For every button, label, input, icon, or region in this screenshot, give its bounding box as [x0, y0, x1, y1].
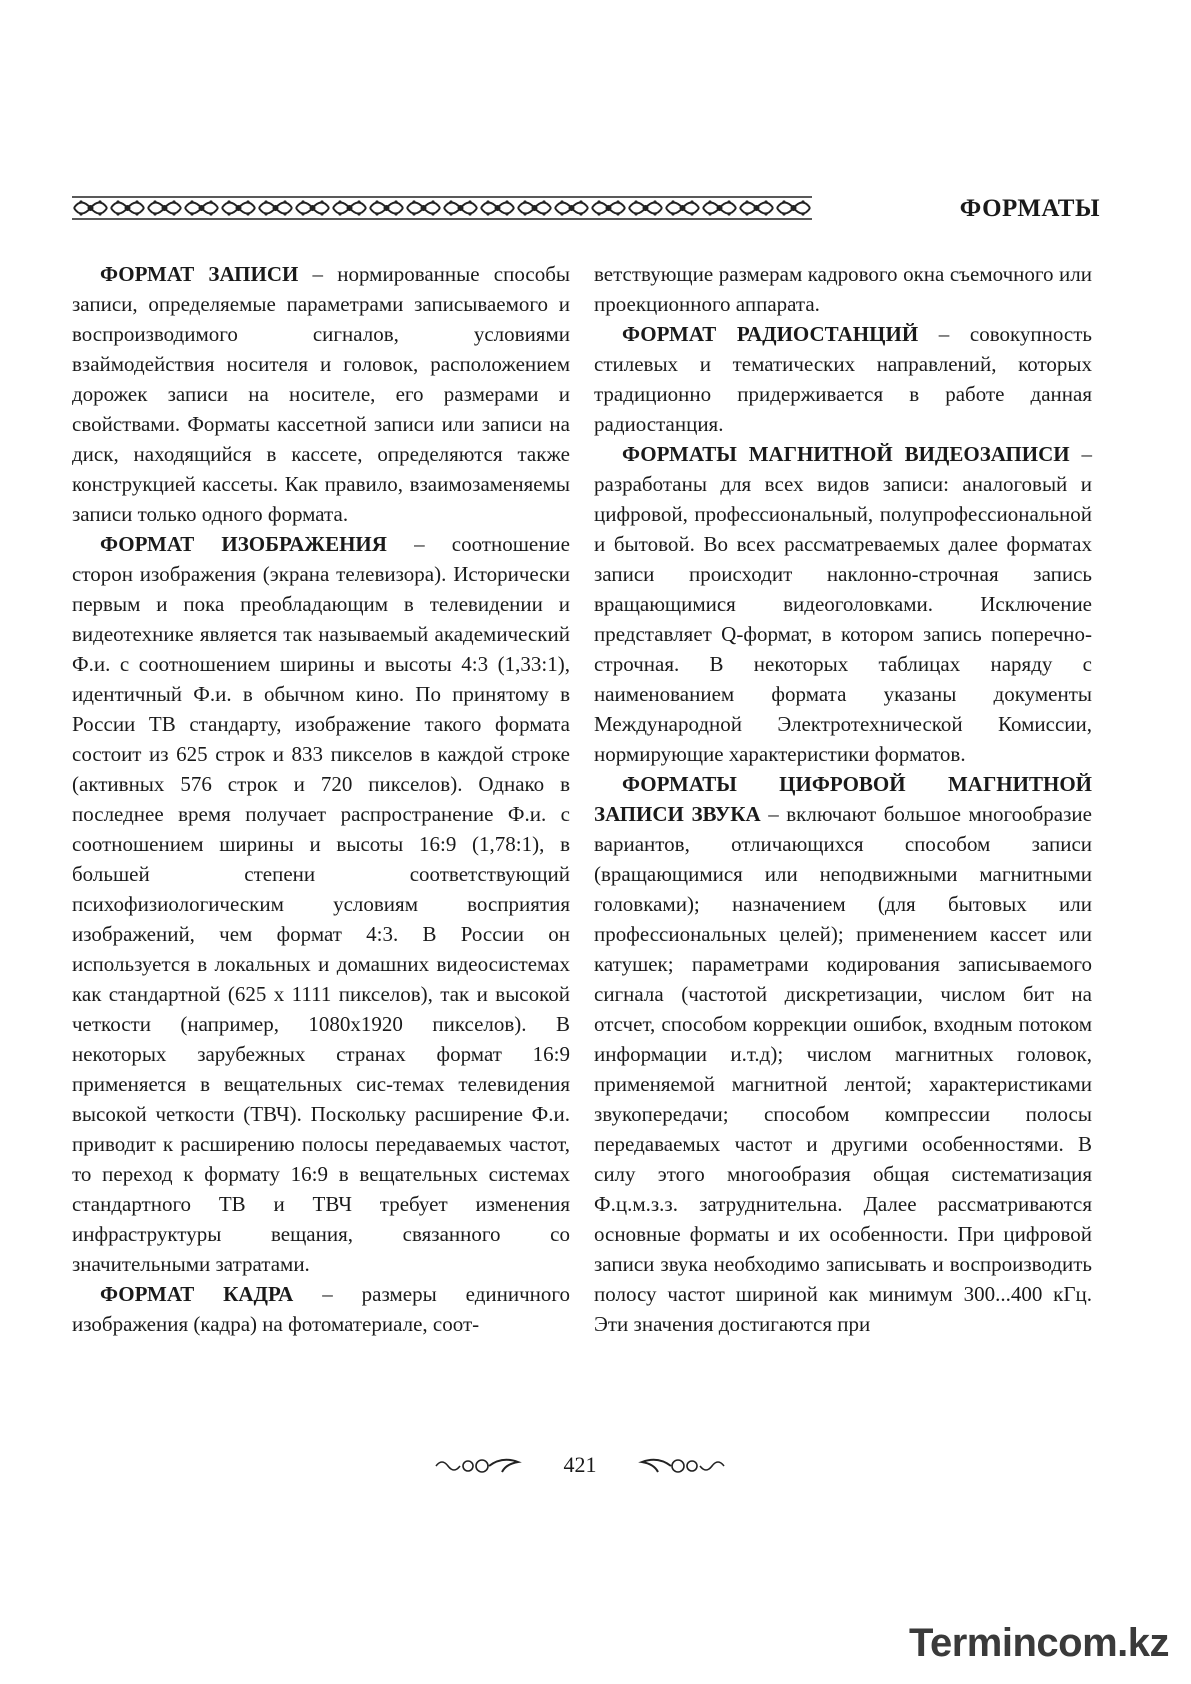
- entry-term: ФОРМАТ ИЗОБРАЖЕНИЯ: [100, 532, 387, 556]
- flourish-right-icon: [638, 1456, 728, 1476]
- section-title: ФОРМАТЫ: [959, 195, 1100, 222]
- entry-term: ФОРМАТ ЗАПИСИ: [100, 262, 299, 286]
- entry-text: – соотношение сторон изображения (экрана телевизора). Исторически первым и пока преобладающим в телевидении и видеотехнике является так называемый академический Ф.и. с соотношением ширины и высоты 4:3 (1,33:1), идентичный Ф.и. в обычном кино. По принятому в России ТВ стандарту, изображение такого формата состоит из 625 строк и 833 пикселов в каждой строке (активных 576 строк и 720 пикселов). Однако в последнее время получает распространение Ф.и. с соотношением ширины и высоты 16:9 (1,78:1), в большей степени соответствующий психофизиологическим условиям восприятия изображений, чем формат 4:3. В России он используется в локальных и домашних видеосистемах как стандартной (625 х 1111 пикселов), так и высокой четкости (например, 1080х1920 пикселов). В некоторых зарубежных странах формат 16:9 применяется в вещательных сис-темах телевидения высокой четкости (ТВЧ). Поскольку расширение Ф.и. приводит к расширению полосы передаваемых частот, то переход к формату 16:9 в вещательных системах стандартного ТВ и ТВЧ требует изменения инфраструктуры вещания, связанного со значительными затратами.: [72, 532, 570, 1276]
- entry-format-kadra: [72, 1279, 570, 1339]
- left-column: [72, 259, 570, 1339]
- entry-formaty-videozapisi: [594, 439, 1092, 769]
- page-number: 421: [563, 1452, 597, 1477]
- entry-term: ФОРМАТЫ ЦИФРОВОЙ МАГНИТНОЙ ЗАПИСИ ЗВУКА: [594, 772, 1092, 826]
- entry-format-radiostantsiy: [594, 319, 1092, 439]
- entry-format-izobrazheniya: [72, 529, 570, 1279]
- entry-term: ФОРМАТ КАДРА: [100, 1282, 294, 1306]
- site-watermark-logo: Termincom.kz: [909, 1621, 1169, 1665]
- entry-text: – нормированные способы записи, определяемые параметрами записываемого и воспроизводимого сигналов, условиями взаймодействия носителя и головок, расположением дорожек записи на носителе, его размерами и свойствами. Форматы кассетной записи или записи на диск, находящийся в кассете, определяются также конструкцией кассеты. Как правило, взаимозаменяемы записи только одного формата.: [72, 262, 570, 526]
- flourish-left-icon: [432, 1456, 522, 1476]
- entry-formaty-zvuka: [594, 769, 1092, 1339]
- entry-format-zapisi: [72, 259, 570, 529]
- page-footer: [0, 1450, 1191, 1480]
- entry-term: ФОРМАТ РАДИОСТАНЦИЙ: [622, 322, 919, 346]
- entry-text: – включают большое многообразие вариантов, отличающихся способом записи (вращающимися или неподвижными магнитными головками); назначением (для бытовых или профессиональных целей); применением кассет или катушек; параметрами кодирования записываемого сигнала (частотой дискретизации, числом бит на отсчет, способом коррекции ошибок, входным потоком информации и.т.д); числом магнитных головок, применяемой магнитной лентой; характеристиками звукопередачи; способом компрессии полосы передаваемых частот и другими особенностями. В силу этого многообразия общая систематизация Ф.ц.м.з.з. затруднительна. Далее рассматриваются основные форматы и их особенности. При цифровой записи звука необходимо записывать и воспроизводить полосу частот шириной как минимум 300...400 кГц. Эти значения достигаются при: [594, 802, 1092, 1336]
- entry-text: – разработаны для всех видов записи: аналоговый и цифровой, профессиональный, полупрофессиональной и бытовой. Во всех рассматреваемых далее форматах записи происходит наклонно-строчная запись вращающимися видеоголовками. Исключение представляет Q-формат, в котором запись поперечно-строчная. В некоторых таблицах наряду с наименованием формата указаны документы Международной Электротехнической Комиссии, нормирующие характеристики форматов.: [594, 442, 1092, 766]
- page-header: [72, 192, 1100, 226]
- entry-text: – размеры единичного изображения (кадра) на фотоматериале, соот-: [72, 1282, 570, 1336]
- entry-term: ФОРМАТЫ МАГНИТНОЙ ВИДЕОЗАПИСИ: [622, 442, 1070, 466]
- right-column: [594, 259, 1092, 1339]
- entry-continuation: ветствующие размерам кадрового окна съемочного или проекционного аппарата.: [594, 262, 1092, 316]
- ornament-band: [72, 195, 812, 221]
- entry-text: – совокупность стилевых и тематических направлений, которых традиционно придерживается в работе данная радиостанция.: [594, 322, 1092, 436]
